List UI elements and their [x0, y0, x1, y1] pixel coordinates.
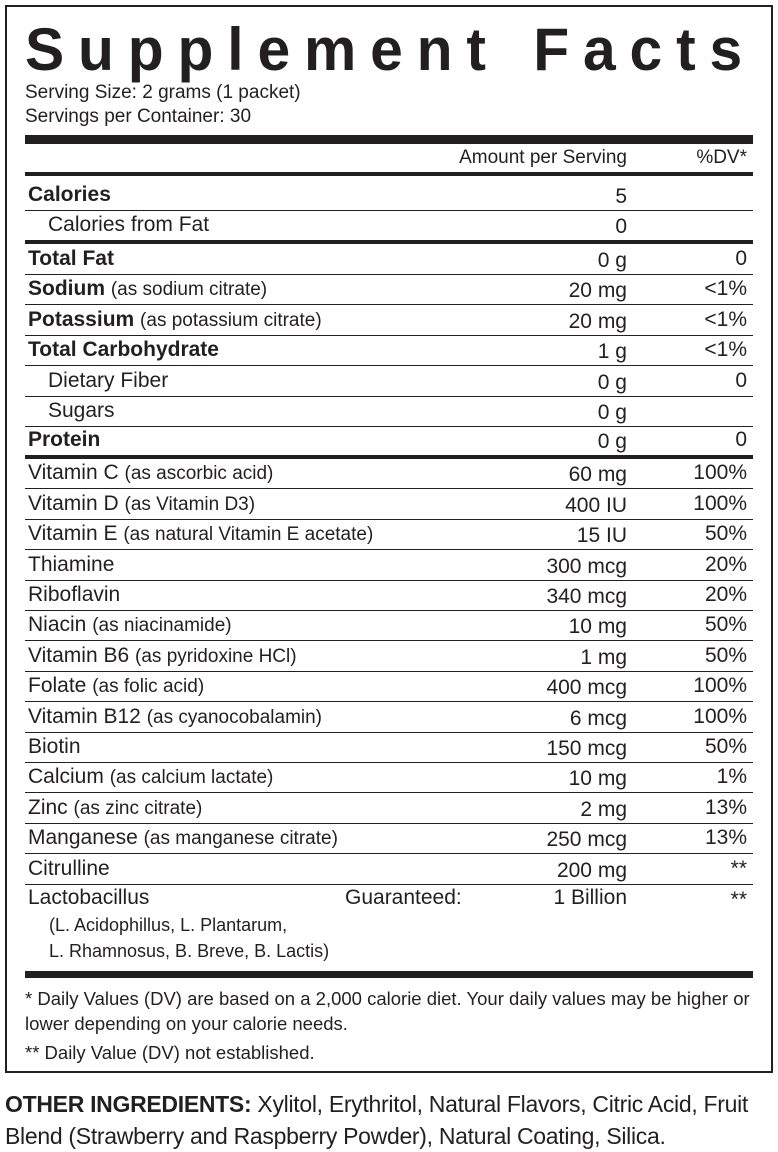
nutrient-name — [28, 492, 255, 516]
nutrient-name — [28, 428, 100, 452]
serving-size: Serving Size: 2 grams (1 packet) — [25, 82, 301, 103]
nutrient-amount: 0 g — [597, 248, 627, 272]
nutrient-name — [28, 857, 110, 881]
nutrient-row — [25, 611, 753, 641]
nutrient-name — [28, 613, 232, 637]
nutrient-label: Total Carbohydrate — [28, 338, 219, 361]
nutrient-row — [25, 733, 753, 763]
nutrient-label: Calories — [28, 183, 111, 206]
nutrient-label: Protein — [28, 428, 101, 451]
guaranteed-label: Guaranteed: — [345, 886, 462, 909]
nutrient-source: (as natural Vitamin E acetate) — [123, 524, 374, 546]
nutrient-source: (as sodium citrate) — [110, 279, 268, 300]
nutrient-dv: 1% — [716, 765, 747, 789]
nutrient-row — [25, 459, 753, 489]
title-letter: a — [583, 16, 616, 83]
nutrient-amount: 300 mcg — [546, 554, 627, 578]
nutrient-row — [25, 520, 753, 550]
nutrient-row — [25, 305, 753, 336]
nutrient-source: (as pyridoxine HCl) — [135, 645, 297, 667]
nutrient-amount: 1 g — [597, 340, 627, 363]
nutrient-dv: 50% — [704, 522, 747, 546]
nutrient-name — [28, 796, 202, 820]
thick-rule — [25, 971, 753, 978]
nutrient-label: Vitamin E — [28, 522, 118, 546]
nutrient-row — [25, 489, 753, 519]
nutrient-row — [25, 763, 753, 793]
nutrient-source: (as cyanocobalamin) — [146, 706, 323, 728]
nutrient-name — [28, 338, 219, 362]
nutrient-amount: 400 IU — [565, 493, 627, 517]
column-header-row — [25, 144, 753, 176]
nutrient-amount: 6 mcg — [569, 706, 627, 730]
footnote-dv: * Daily Values (DV) are based on a 2,000 calorie diet. Your daily values may be higher or lower depending on your calorie needs. — [25, 988, 750, 1034]
nutrient-label: Vitamin D — [28, 491, 119, 515]
nutrient-dv: 13% — [704, 826, 747, 850]
nutrient-amount: 1 mg — [580, 645, 627, 669]
nutrient-amount: 20 mg — [568, 309, 627, 333]
nutrient-dv: 0 — [735, 246, 747, 270]
title-letter: p — [177, 16, 214, 83]
nutrient-amount: 200 mg — [556, 858, 627, 882]
nutrient-label: Potassium — [28, 307, 135, 331]
nutrient-source: (as zinc citrate) — [73, 797, 203, 819]
nutrient-source: (as Vitamin D3) — [124, 493, 256, 515]
nutrient-amount: 10 mg — [568, 767, 627, 791]
nutrient-row — [25, 793, 753, 823]
nutrient-amount: 20 mg — [568, 279, 627, 302]
nutrient-name — [48, 399, 115, 423]
nutrient-amount: 2 mg — [580, 797, 627, 821]
nutrient-dv: 20% — [704, 582, 747, 606]
nutrient-label: Total Fat — [28, 246, 114, 270]
nutrient-row — [25, 854, 753, 884]
nutrient-label: Citrulline — [28, 856, 110, 880]
thick-rule — [25, 135, 753, 144]
nutrient-label: Vitamin B6 — [28, 643, 130, 667]
title-letter: s — [709, 16, 743, 83]
nutrient-dv: 50% — [704, 734, 747, 758]
nutrient-label: Folate — [28, 674, 87, 698]
nutrient-label: Manganese — [28, 826, 138, 850]
servings-per-container: Servings per Container: 30 — [25, 106, 252, 127]
nutrient-name — [28, 826, 338, 850]
nutrient-name — [28, 705, 322, 729]
title-letter: m — [304, 16, 357, 83]
nutrient-name — [28, 277, 267, 301]
nutrient-label: Sugars — [48, 399, 115, 422]
nutrient-label: Riboflavin — [28, 582, 121, 606]
title-letter: e — [257, 16, 291, 83]
nutrient-amount: 1 Billion — [553, 886, 627, 909]
nutrient-row — [25, 581, 753, 611]
nutrient-label: Niacin — [28, 613, 87, 637]
dv-header: %DV* — [696, 147, 747, 168]
nutrient-row — [25, 211, 753, 244]
nutrient-label: Vitamin B12 — [28, 704, 141, 728]
nutrient-dv: <1% — [704, 277, 747, 300]
nutrient-row — [25, 397, 753, 428]
nutrient-amount: 15 IU — [576, 524, 627, 548]
title-letter: l — [227, 16, 244, 83]
nutrient-amount: 250 mcg — [546, 828, 627, 852]
nutrient-amount: 400 mcg — [546, 676, 627, 700]
nutrient-label: Zinc — [28, 795, 68, 819]
nutrient-row — [25, 824, 753, 854]
footnote-not-established: ** Daily Value (DV) not established. — [25, 1042, 315, 1063]
nutrient-amount: 5 — [615, 185, 627, 208]
nutrient-amount: 60 mg — [568, 463, 627, 487]
nutrient-source: (as niacinamide) — [92, 615, 232, 637]
nutrient-dv: ** — [730, 856, 747, 880]
nutrient-label: Thiamine — [28, 552, 115, 576]
nutrient-row — [25, 427, 753, 459]
nutrient-name — [28, 765, 273, 789]
nutrient-name: Lactobacillus — [28, 886, 150, 909]
title-letter: u — [78, 16, 114, 83]
title-letter: t — [466, 16, 486, 83]
nutrient-name — [48, 213, 209, 237]
nutrient-row — [25, 366, 753, 397]
nutrient-source: (as manganese citrate) — [143, 828, 338, 850]
nutrient-amount: 0 — [615, 215, 627, 238]
nutrient-row — [25, 550, 753, 580]
nutrient-dv: 100% — [693, 491, 747, 515]
nutrient-dv: 20% — [704, 552, 747, 576]
nutrient-label: Calories from Fat — [48, 213, 210, 236]
nutrient-label: Calcium — [28, 765, 104, 789]
nutrient-amount: 10 mg — [568, 615, 627, 639]
nutrient-source: (as potassium citrate) — [140, 309, 322, 331]
nutrient-amount: 0 g — [597, 401, 627, 424]
title-letter: n — [416, 16, 453, 83]
nutrient-dv: <1% — [704, 338, 747, 361]
nutrient-amount: 150 mcg — [546, 736, 627, 760]
nutrient-label: Vitamin C — [28, 461, 119, 485]
nutrient-row — [25, 180, 753, 211]
title-letter: p — [127, 16, 164, 83]
nutrient-dv: 50% — [704, 643, 747, 667]
nutrient-source: (as folic acid) — [92, 676, 205, 698]
nutrient-name — [28, 735, 81, 759]
nutrient-dv: 100% — [693, 704, 747, 728]
nutrient-dv: 0 — [735, 368, 747, 392]
nutrient-dv: 0 — [735, 428, 747, 451]
nutrient-label: Sodium — [28, 277, 105, 300]
nutrient-amount: 340 mcg — [546, 584, 627, 608]
nutrient-name — [28, 247, 114, 271]
nutrient-label: Biotin — [28, 734, 81, 758]
nutrient-name — [28, 461, 273, 485]
nutrient-row — [25, 641, 753, 671]
title-letter: F — [533, 16, 570, 83]
nutrient-dv: 13% — [704, 795, 747, 819]
nutrient-amount: 0 g — [597, 430, 627, 453]
nutrient-name — [28, 522, 373, 546]
nutrient-row — [25, 244, 753, 275]
other-ingredients-text: Xylitol, Erythritol, Natural Flavors, Citric Acid, Fruit Blend (Strawberry and Raspberry Powder), Natural Coating, Silica. — [5, 1091, 749, 1149]
title-letter: e — [370, 16, 403, 83]
other-ingredients — [5, 1088, 775, 1152]
nutrient-source: (as calcium lactate) — [109, 767, 274, 789]
nutrient-row — [25, 702, 753, 732]
nutrient-name — [28, 674, 204, 698]
other-ingredients-label: OTHER INGREDIENTS: — [5, 1091, 252, 1117]
nutrient-dv: 100% — [693, 461, 747, 485]
nutrient-dv: ** — [730, 888, 747, 911]
strains-line: (L. Acidophillus, L. Plantarum, — [49, 915, 288, 935]
nutrient-label: Dietary Fiber — [48, 368, 169, 392]
nutrient-dv: 100% — [693, 674, 747, 698]
supplement-facts-panel — [5, 5, 773, 1073]
nutrient-name — [28, 553, 114, 577]
nutrient-name — [28, 583, 120, 607]
strains-line: L. Rhamnosus, B. Breve, B. Lactis) — [49, 941, 330, 961]
nutrient-name — [48, 369, 168, 393]
nutrient-name — [28, 183, 111, 207]
title-letter: S — [25, 16, 65, 83]
panel-title — [25, 15, 742, 85]
nutrient-amount: 0 g — [597, 370, 627, 394]
nutrient-dv: <1% — [704, 307, 747, 331]
nutrient-source: (as ascorbic acid) — [124, 463, 274, 485]
amount-header: Amount per Serving — [459, 147, 627, 168]
nutrient-name — [28, 644, 297, 668]
nutrient-name — [28, 308, 322, 332]
nutrient-row — [25, 672, 753, 702]
title-letter: c — [629, 16, 663, 83]
nutrient-row — [25, 275, 753, 306]
nutrient-row — [25, 336, 753, 367]
title-letter: t — [676, 16, 696, 83]
nutrient-dv: 50% — [704, 613, 747, 637]
